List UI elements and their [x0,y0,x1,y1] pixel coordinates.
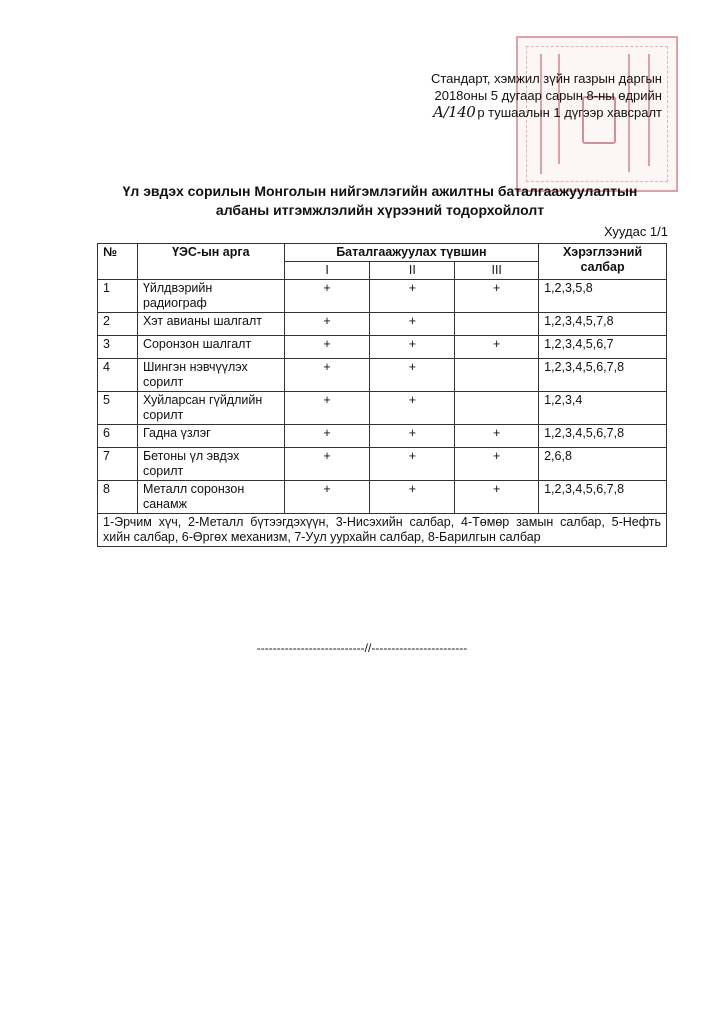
table-row [98,425,667,448]
table-header-row [98,244,667,262]
row-number: 4 [98,359,138,392]
level-2-mark: + [370,280,455,313]
method-name: Шингэн нэвчүүлэх сорилт [137,359,284,392]
level-1-mark: + [284,359,370,392]
sector-codes: 2,6,8 [539,448,667,481]
order-number-handwritten: А/140 [432,103,476,121]
header-line-3-text: р тушаалын 1 дүгээр хавсралт [477,105,662,120]
level-1-mark: + [284,392,370,425]
row-number: 1 [98,280,138,313]
level-2-mark: + [370,425,455,448]
table-row [98,392,667,425]
header-level: Баталгаажуулах түвшин [284,244,538,262]
method-name: Металл соронзон санамж [137,481,284,514]
method-name: Үйлдвэрийн радиограф [137,280,284,313]
header-method: ҮЭС-ын арга [137,244,284,280]
table-row [98,481,667,514]
document-header [332,70,662,121]
row-number: 6 [98,425,138,448]
level-1-mark: + [284,448,370,481]
level-1-mark: + [284,481,370,514]
level-2-mark: + [370,448,455,481]
row-number: 2 [98,313,138,336]
method-name: Бетоны үл эвдэх сорилт [137,448,284,481]
level-3-mark [455,359,539,392]
table-row [98,448,667,481]
method-name: Хуйларсан гүйдлийн сорилт [137,392,284,425]
level-3-mark: + [455,280,539,313]
legend-row [98,514,667,547]
level-1-mark: + [284,313,370,336]
level-3-mark: + [455,336,539,359]
level-2-mark: + [370,313,455,336]
header-level-2: II [370,262,455,280]
header-line-1: Стандарт, хэмжил зүйн газрын даргын [430,71,662,86]
level-2-mark: + [370,336,455,359]
level-3-mark: + [455,448,539,481]
header-level-3: III [455,262,539,280]
level-2-mark: + [370,481,455,514]
row-number: 7 [98,448,138,481]
sector-legend: 1-Эрчим хүч, 2-Металл бүтээгдэхүүн, 3-Нисэхийн салбар, 4-Төмөр замын салбар, 5-Нефть хийн салбар, 6-Өргөх механизм, 7-Уул уурхайн салбар, 8-Барилгын салбар [98,514,667,547]
table-row [98,359,667,392]
sector-codes: 1,2,3,4,5,6,7,8 [539,481,667,514]
sector-codes: 1,2,3,4,5,6,7 [539,336,667,359]
end-of-document-line: ---------------------------//------------------------ [256,641,468,655]
table-row [98,313,667,336]
level-1-mark: + [284,425,370,448]
row-number: 8 [98,481,138,514]
row-number: 5 [98,392,138,425]
level-3-mark [455,313,539,336]
page-number: Хуудас 1/1 [604,224,668,239]
table-body [98,280,667,514]
level-2-mark: + [370,359,455,392]
sector-codes: 1,2,3,4,5,6,7,8 [539,425,667,448]
sector-codes: 1,2,3,4 [539,392,667,425]
document-title: Үл эвдэх сорилын Монголын нийгэмлэгийн ажилтны баталгаажуулалтын албаны итгэмжлэлийн хүрээний тодорхойлолт [122,183,638,218]
level-2-mark: + [370,392,455,425]
table-row [98,336,667,359]
row-number: 3 [98,336,138,359]
table-row [98,280,667,313]
level-3-mark: + [455,481,539,514]
header-level-1: I [284,262,370,280]
level-1-mark: + [284,336,370,359]
method-name: Хэт авианы шалгалт [137,313,284,336]
header-no: № [98,244,138,280]
method-name: Гадна үзлэг [137,425,284,448]
header-sector: Хэрэглээний салбар [539,244,667,280]
sector-codes: 1,2,3,5,8 [539,280,667,313]
header-line-3 [332,104,662,121]
level-3-mark: + [455,425,539,448]
level-3-mark [455,392,539,425]
header-line-2: 2018оны 5 дугаар сарын 8-ны өдрийн [434,88,662,103]
sector-codes: 1,2,3,4,5,7,8 [539,313,667,336]
sector-codes: 1,2,3,4,5,6,7,8 [539,359,667,392]
level-1-mark: + [284,280,370,313]
accreditation-table [97,243,667,547]
method-name: Соронзон шалгалт [137,336,284,359]
